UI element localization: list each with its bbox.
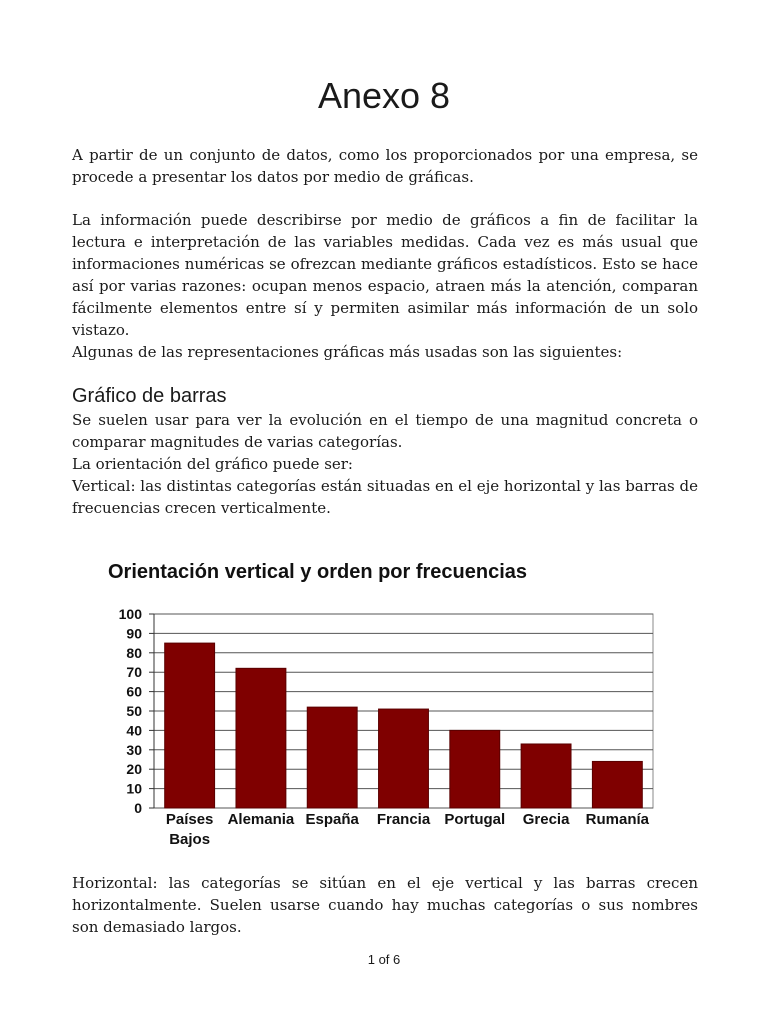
y-tick-label: 20: [126, 761, 142, 778]
y-tick-label: 90: [126, 625, 142, 642]
bar-grecia: [521, 744, 571, 808]
x-tick-label: Francia: [376, 811, 431, 828]
x-tick-label: Grecia: [522, 811, 570, 828]
x-tick-label: Alemania: [227, 811, 295, 828]
bar-rumanía: [592, 761, 642, 808]
x-tick-label: Portugal: [444, 811, 506, 828]
info-paragraph: La información puede describirse por medio de gráficos a fin de facilitar la lectura e interpretación de las variables medidas. Cada vez es más usual que informaciones numéricas se ofrezcan mediante gráficos estadísticos. Esto se hace así por varias razones: ocupan menos espacio, atraen más la atención, comparan fácilmente elementos entre sí y permiten asimilar más información de un solo vistazo.: [72, 211, 698, 339]
y-tick-label: 100: [118, 606, 142, 622]
bar-francia: [379, 709, 429, 808]
bar-alemania: [236, 668, 286, 808]
representations-paragraph: Algunas de las representaciones gráficas más usadas son las siguientes:: [72, 343, 623, 361]
y-tick-label: 30: [126, 741, 142, 758]
section-heading: Gráfico de barras: [72, 385, 227, 407]
page-title: Anexo 8: [317, 75, 451, 116]
y-tick-label: 40: [126, 722, 142, 739]
x-tick-label: Bajos: [169, 831, 211, 848]
x-tick-label: España: [305, 811, 359, 828]
x-tick-label: Países: [165, 811, 214, 828]
section-line-orientation: La orientación del gráfico puede ser:: [72, 455, 353, 473]
section-body: [72, 409, 698, 519]
bar-chart: [100, 552, 670, 852]
bar-españa: [307, 707, 357, 808]
chart-title: Orientación vertical y orden por frecuencias: [108, 561, 528, 583]
bar-países-bajos: [165, 643, 215, 808]
y-tick-label: 0: [134, 800, 142, 816]
section-line-usage: Se suelen usar para ver la evolución en el tiempo de una magnitud concreta o comparar magnitudes de varias categorías.: [72, 411, 698, 451]
page-number: 1 of 6: [367, 952, 401, 967]
y-tick-label: 80: [126, 644, 142, 661]
y-tick-label: 50: [126, 703, 142, 719]
y-tick-label: 60: [126, 683, 142, 700]
bar-portugal: [450, 730, 500, 808]
y-tick-label: 10: [126, 780, 142, 797]
bar-chart-svg: [100, 552, 670, 852]
intro-paragraph: A partir de un conjunto de datos, como los proporcionados por una empresa, se procede a presentar los datos por medio de gráficas.: [72, 146, 698, 186]
x-tick-label: Rumanía: [585, 811, 650, 828]
horizontal-paragraph: Horizontal: las categorías se sitúan en el eje vertical y las barras crecen horizontalmente. Suelen usarse cuando hay muchas categorías o sus nombres son demasiado largos.: [72, 874, 698, 936]
y-tick-label: 70: [126, 664, 142, 681]
section-line-vertical: Vertical: las distintas categorías están situadas en el eje horizontal y las barras de frecuencias crecen verticalmente.: [72, 477, 698, 517]
